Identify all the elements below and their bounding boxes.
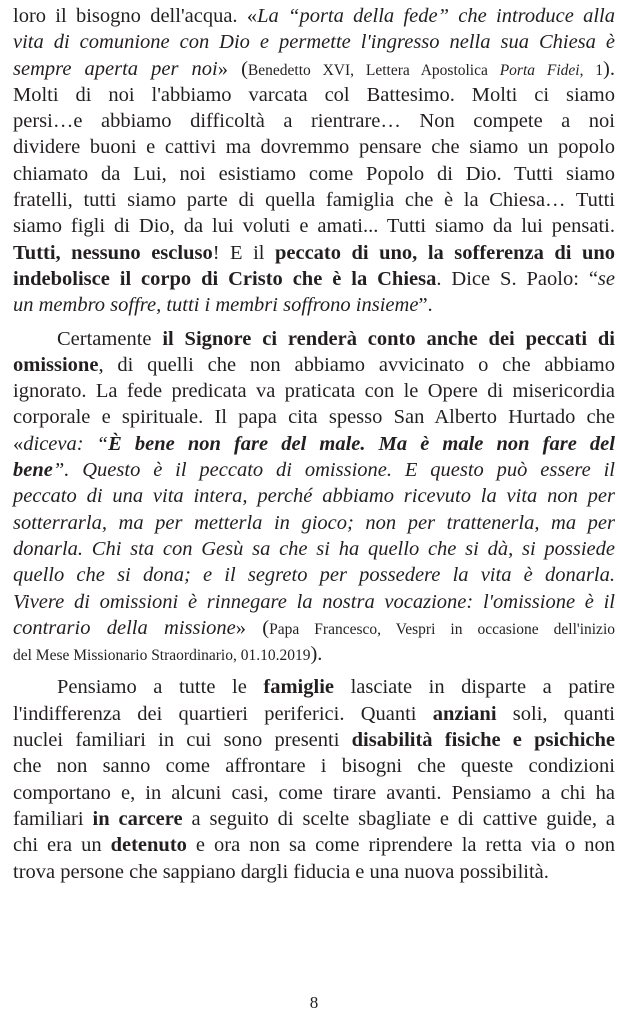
text-run: del Mese Missionario Straordinario, 01.10.2019 <box>13 647 311 665</box>
text-run: che non sanno come affrontare i bisogni che queste condizioni <box>13 755 615 778</box>
text-run: vita di comunione con Dio e permette l'ingresso nella sua Chiesa è <box>13 31 615 54</box>
paragraph-1 <box>13 3 615 319</box>
text-run: ignorato. La fede predicata va praticata con le Opere di misericordia <box>13 380 615 403</box>
text-run: . Dice S. Paolo: “ <box>436 267 598 290</box>
text-run: siamo figli di Dio, da lui voluti e amati... Tutti siamo da lui pensati. <box>13 215 615 238</box>
text-line <box>13 378 615 404</box>
text-run: in carcere <box>92 807 183 830</box>
text-run: quello che si dona; e il segreto per possedere la vita è donarla. <box>13 564 615 587</box>
text-run: detenuto <box>110 834 187 857</box>
text-run: » ( <box>217 57 248 80</box>
text-run: Papa Francesco, Vespri in occasione dell'inizio <box>269 620 615 638</box>
text-run: Certamente <box>57 327 163 350</box>
text-line <box>13 536 615 562</box>
text-run: , 1 <box>579 61 604 79</box>
text-run: sotterrarla, ma per metterla in gioco; non per trattenerla, ma per <box>13 511 615 534</box>
page-number: 8 <box>309 993 319 1012</box>
text-run: donarla. Chi sta con Gesù sa che si ha quello che si dà, si possiede <box>13 537 615 560</box>
text-line <box>13 292 615 318</box>
text-line <box>13 134 615 160</box>
text-line <box>13 213 615 239</box>
paragraph-2 <box>13 326 615 668</box>
text-run: omissione <box>13 353 99 376</box>
text-line <box>13 806 615 832</box>
text-run: un membro soffre, tutti i membri soffrono insieme <box>13 294 419 317</box>
text-run: ). <box>310 643 323 666</box>
text-run: ”. Questo è il peccato di omissione. E questo può essere il <box>52 459 615 482</box>
text-run: » ( <box>235 616 270 639</box>
text-line <box>13 266 615 292</box>
text-line <box>13 431 615 457</box>
text-line <box>13 56 615 82</box>
text-line <box>13 3 615 29</box>
text-run: Benedetto XVI, Lettera Apostolica <box>247 61 500 79</box>
text-run: indebolisce il corpo di Cristo che è la Chiesa <box>13 267 437 290</box>
text-run: peccato di una vita intera, perché abbiamo ricevuto la vita non per <box>13 485 615 508</box>
text-line <box>13 615 615 641</box>
text-run: se <box>597 267 615 290</box>
text-run: soli, quanti <box>496 702 615 725</box>
text-run: Molti di noi l'abbiamo varcata col Battesimo. Molti ci siamo <box>13 83 615 106</box>
text-run: corporale e spirituale. Il papa cita spesso San Alberto Hurtado che <box>13 406 615 429</box>
text-run: a seguito di scelte sbagliate e di cattive guide, a <box>182 807 615 830</box>
text-run: persi…e abbiamo difficoltà a rientrare… Non compete a noi <box>13 110 615 133</box>
text-line <box>13 674 615 700</box>
text-run: trova persone che sappiano dargli fiducia e una nuova possibilità. <box>13 860 549 883</box>
text-run: loro il bisogno dell'acqua. « <box>13 5 258 27</box>
text-run: bene <box>13 459 53 482</box>
text-run: ). <box>603 57 615 80</box>
text-run: e ora non sa come riprendere la retta via o non <box>186 834 615 857</box>
text-line <box>13 240 615 266</box>
text-run: il Signore ci renderà conto anche dei peccati di <box>162 327 615 350</box>
text-run: ”. <box>418 294 433 317</box>
text-run: « <box>13 432 24 455</box>
text-line <box>13 780 615 806</box>
book-page <box>13 0 615 1024</box>
text-line <box>13 82 615 108</box>
text-line <box>13 832 615 858</box>
text-line <box>13 161 615 187</box>
text-run: l'indifferenza dei quartieri periferici. Quanti <box>13 702 433 725</box>
text-line <box>13 701 615 727</box>
text-line <box>13 641 615 667</box>
text-run: La “porta della fede” che introduce alla <box>257 5 615 27</box>
text-run: Vivere di omissioni è rinnegare la nostra vocazione: l'omissione è il <box>13 590 615 613</box>
text-run: Porta Fidei <box>499 61 580 79</box>
text-line <box>13 483 615 509</box>
text-line <box>13 404 615 430</box>
text-line <box>13 108 615 134</box>
text-run: È bene non fare del male. Ma è male non fare del <box>108 432 615 455</box>
text-line <box>13 29 615 55</box>
text-run: peccato di uno, la sofferenza di uno <box>274 241 615 264</box>
text-line <box>13 352 615 378</box>
text-line <box>13 859 615 885</box>
text-line <box>13 326 615 352</box>
text-run: fratelli, tutti siamo parte di quella famiglia che è la Chiesa… Tutti <box>13 189 615 212</box>
text-run: anziani <box>432 702 497 725</box>
text-line <box>13 589 615 615</box>
text-run: dividere buoni e cattivi ma dovremmo pensare che siamo un popolo <box>13 136 615 159</box>
text-line <box>13 753 615 779</box>
text-run: contrario della missione <box>13 616 236 639</box>
text-run: , di quelli che non abbiamo avvicinato o che abbiamo <box>98 353 615 376</box>
text-run: ! E il <box>212 241 275 264</box>
text-line <box>13 457 615 483</box>
text-line <box>13 187 615 213</box>
paragraph-3 <box>13 674 615 884</box>
text-line <box>13 727 615 753</box>
text-run: Tutti, nessuno escluso <box>13 241 213 264</box>
text-run: sempre aperta per noi <box>13 57 218 80</box>
text-run: diceva: “ <box>23 432 109 455</box>
text-run: disabilità fisiche e psichiche <box>351 729 615 752</box>
text-run: familiari <box>13 807 93 830</box>
body-text <box>13 3 615 885</box>
text-line <box>13 510 615 536</box>
text-line <box>13 562 615 588</box>
text-run: chi era un <box>13 834 111 857</box>
text-run: famiglie <box>263 676 334 699</box>
text-run: nuclei familiari in cui sono presenti <box>13 729 352 752</box>
text-run: comportano e, in alcuni casi, come tirare avanti. Pensiamo a chi ha <box>13 781 615 804</box>
text-run: Pensiamo a tutte le <box>57 676 264 699</box>
text-run: lasciate in disparte a patire <box>334 676 615 699</box>
text-run: chiamato da Lui, noi esistiamo come Popolo di Dio. Tutti siamo <box>13 162 615 185</box>
